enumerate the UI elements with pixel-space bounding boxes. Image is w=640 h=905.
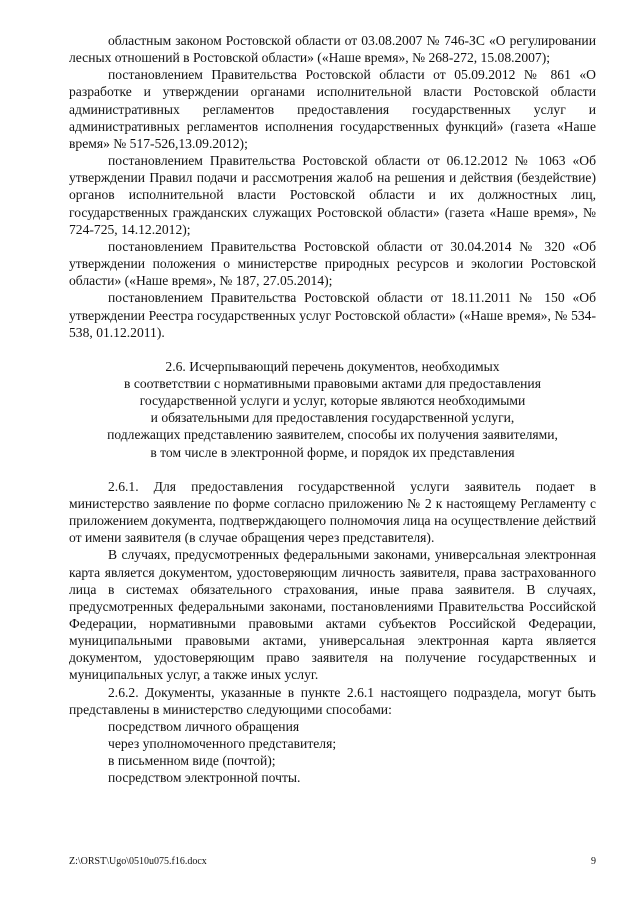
- paragraph-resolution-1063: постановлением Правительства Ростовской области от 06.12.2012 № 1063 «Об утверждении Правил подачи и рассмотрения жалоб на решения и действия (бездействие) органов исполнительной власти Ростовской области и их должностных лиц, государственных гражданских служащих Ростовской области» (газета «Наше время», № 724-725, 14.12.2012);: [69, 153, 596, 237]
- document-body: [69, 32, 596, 787]
- paragraph-resolution-150: постановлением Правительства Ростовской области от 18.11.2011 № 150 «Об утверждении Реестра государственных услуг Ростовской области» («Наше время», № 534-538, 01.12.2011).: [69, 290, 596, 340]
- page-number: 9: [591, 856, 596, 867]
- list-item: посредством электронной почты.: [108, 770, 301, 786]
- paragraph-resolution-320: постановлением Правительства Ростовской области от 30.04.2014 № 320 «Об утверждении положения о министерстве природных ресурсов и экологии Ростовской области» («Наше время», № 187, 27.05.2014);: [69, 238, 596, 289]
- paragraph-law-746: областным законом Ростовской области от 03.08.2007 № 746-ЗС «О регулировании лесных отношений в Ростовской области» («Наше время», № 268-272, 15.08.2007);: [69, 33, 596, 66]
- list-item: в письменном виде (почтой);: [108, 753, 276, 769]
- heading-line: в том числе в электронной форме, и порядок их представления: [150, 444, 515, 460]
- heading-line: государственной услуги и услуг, которые являются необходимыми: [139, 393, 526, 409]
- paragraph-universal-card: В случаях, предусмотренных федеральными законами, универсальная электронная карта является документом, удостоверяющим личность заявителя, права застрахованного лица в системах обязательного страхования, иные права заявителя. В случаях, предусмотренных федеральными законами, постановлениями Правительства Российской Федерации, нормативными правовыми актами субъектов Российской Федерации, муниципальными правовыми актами, универсальная электронная карта является документом, удостоверяющим право заявителя на получение государственных и муниципальных услуг, а также иных услуг.: [69, 547, 596, 683]
- paragraph-2-6-1: 2.6.1. Для предоставления государственной услуги заявитель подает в министерство заявление по форме согласно приложению № 2 к настоящему Регламенту с приложением документа, подтверждающего полномочия лица на осуществление действий от имени заявителя (в случае обращения через представителя).: [69, 478, 596, 546]
- heading-line: и обязательными для предоставления государственной услуги,: [150, 410, 515, 426]
- section-heading-2-6: [69, 358, 596, 461]
- heading-line: в соответствии с нормативными правовыми актами для предоставления: [124, 375, 541, 391]
- heading-line: подлежащих представлению заявителем, способы их получения заявителями,: [107, 427, 558, 443]
- list-item: через уполномоченного представителя;: [108, 736, 337, 752]
- heading-line: 2.6. Исчерпывающий перечень документов, необходимых: [165, 358, 500, 374]
- list-item: посредством личного обращения: [108, 718, 300, 734]
- footer-file-path: Z:\ORST\Ugo\0510u075.f16.docx: [69, 856, 207, 867]
- paragraph-2-6-2: 2.6.2. Документы, указанные в пункте 2.6.1 настоящего подраздела, могут быть представлены в министерство следующими способами:: [69, 684, 596, 717]
- paragraph-resolution-861: постановлением Правительства Ростовской области от 05.09.2012 № 861 «О разработке и утверждении органами исполнительной власти Ростовской области административных регламентов предоставления государственных услуг и административных регламентов исполнения государственных функций» (газета «Наше время» № 517-526,13.09.2012);: [69, 67, 596, 151]
